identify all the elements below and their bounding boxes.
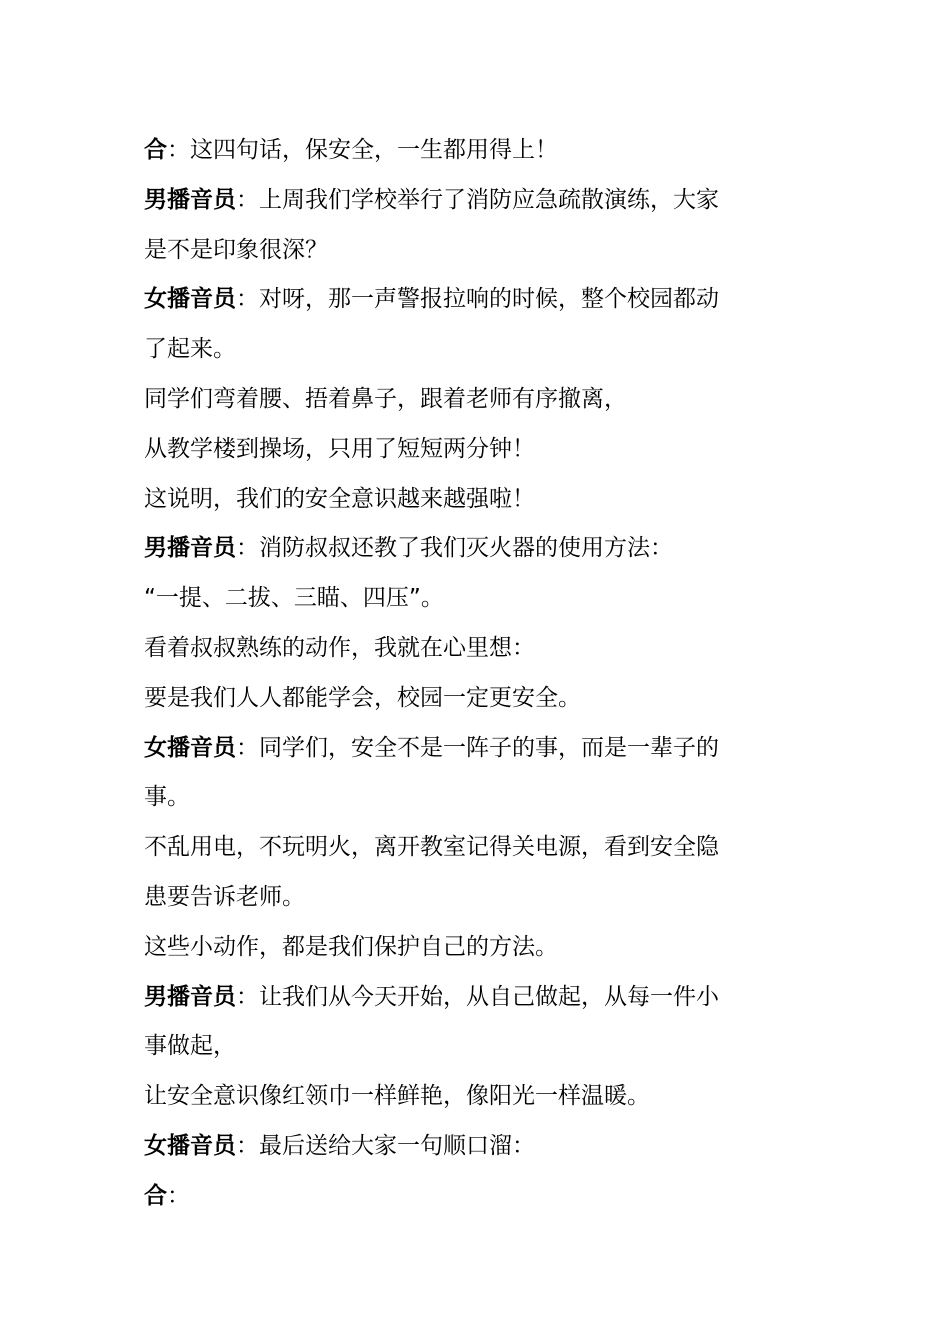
script-line (144, 1022, 804, 1072)
script-line (144, 773, 804, 823)
script-line (144, 475, 804, 525)
line-text: ：消防叔叔还教了我们灭火器的使用方法： (236, 535, 673, 562)
line-text: ：这四句话，保安全，一生都用得上！ (167, 137, 558, 163)
line-text: ：最后送给大家一句顺口溜： (236, 1132, 535, 1159)
script-line (144, 973, 804, 1023)
line-text: 事。 (144, 784, 190, 811)
line-text: 同学们弯着腰、捂着鼻子，跟着老师有序撤离， (144, 385, 627, 412)
script-line (144, 375, 804, 425)
line-text: ：让我们从今天开始，从自己做起，从每一件小 (236, 983, 719, 1010)
script-line (144, 873, 804, 923)
line-text: 要是我们人人都能学会，校园一定更安全。 (144, 684, 581, 711)
line-text: 看着叔叔熟练的动作，我就在心里想： (144, 634, 535, 661)
line-text: 不乱用电，不玩明火，离开教室记得关电源，看到安全隐 (144, 834, 719, 861)
speaker-label: 合 (144, 137, 167, 163)
speaker-label: 男播音员 (144, 983, 236, 1010)
script-line (144, 923, 804, 973)
speaker-label: 合 (144, 1182, 167, 1209)
line-text: ：上周我们学校举行了消防应急疏散演练，大家 (236, 186, 719, 213)
line-text: ：对呀，那一声警报拉响的时候，整个校园都动 (236, 286, 719, 313)
script-line (144, 823, 804, 873)
script-line (144, 524, 804, 574)
script-line (144, 1122, 804, 1172)
line-text: 事做起， (144, 1033, 236, 1060)
line-text: ： (167, 1182, 190, 1209)
script-line (144, 226, 804, 276)
script-line (144, 624, 804, 674)
line-text: “一提、二拔、三瞄、四压”。 (144, 585, 444, 612)
line-text: 让安全意识像红领巾一样鲜艳，像阳光一样温暖。 (144, 1083, 650, 1110)
speaker-label: 女播音员 (144, 286, 236, 313)
speaker-label: 男播音员 (144, 186, 236, 213)
line-text: 这说明，我们的安全意识越来越强啦！ (144, 485, 535, 512)
script-line (144, 425, 804, 475)
line-text: ：同学们，安全不是一阵子的事，而是一辈子的 (236, 734, 719, 761)
line-text: 是不是印象很深？ (144, 236, 328, 263)
script-line (144, 325, 804, 375)
speaker-label: 女播音员 (144, 1132, 236, 1159)
script-line (144, 176, 804, 226)
line-text: 患要告诉老师。 (144, 883, 305, 910)
line-text: 了起来。 (144, 336, 236, 363)
speaker-label: 女播音员 (144, 734, 236, 761)
document-page (144, 126, 804, 1222)
script-line (144, 724, 804, 774)
script-line (144, 674, 804, 724)
script-line (144, 574, 804, 624)
speaker-label: 男播音员 (144, 535, 236, 562)
line-text: 从教学楼到操场，只用了短短两分钟！ (144, 435, 535, 462)
script-line (144, 1072, 804, 1122)
script-line (144, 126, 804, 176)
line-text: 这些小动作，都是我们保护自己的方法。 (144, 933, 558, 960)
script-line (144, 1172, 804, 1222)
script-line (144, 275, 804, 325)
